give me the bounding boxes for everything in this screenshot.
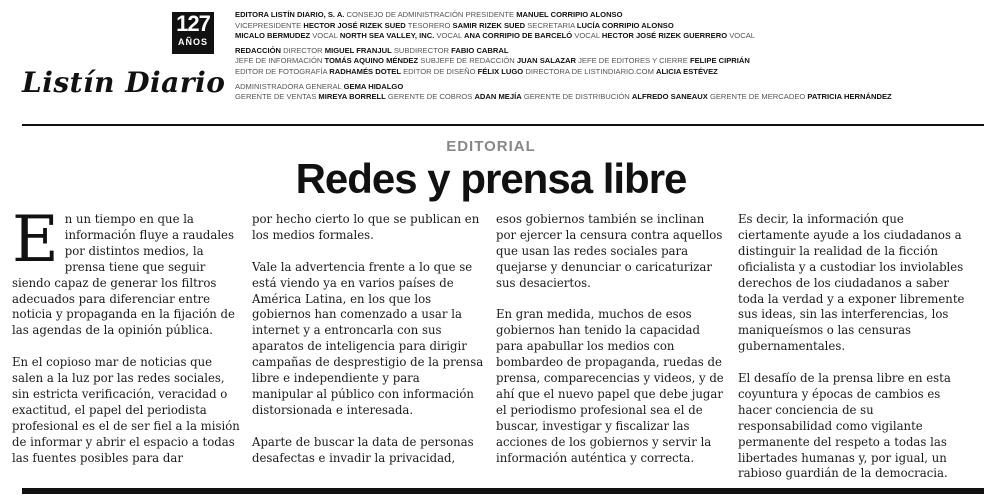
- article-paragraph: [12, 203, 244, 339]
- article-paragraph: En el copioso mar de noticias que salen a la luz por las redes sociales, sin estricta verificación, veracidad o exactitud, el papel del periodista profesional es el de ser fiel a la misión de informar y abrir el espacio a todas las fuentes posibles para dar: [12, 355, 240, 465]
- staff-name: ANA CORRIPIO DE BARCELÓ: [464, 31, 573, 41]
- staff-role: TESORERO: [407, 20, 451, 30]
- article-paragraph: En gran medida, muchos de esos gobiernos han tenido la capacidad para apabullar los medios con bombardeo de propaganda, ruedas de prensa, comparecencias y videos, y de ahí que el nuevo papel que debe jugar el periodismo profesional sea el de buscar, investigar y fiscalizar las acciones de los gobiernos y servir la información auténtica y correcta.: [496, 307, 724, 465]
- staff-line-8: [235, 92, 995, 103]
- staff-name: NORTH SEA VALLEY, INC.: [339, 31, 435, 41]
- anniversary-badge: [172, 12, 214, 54]
- drop-cap: E: [12, 203, 59, 277]
- staff-name: MIGUEL FRANJUL: [324, 45, 392, 55]
- staff-section: REDACCIÓN: [235, 45, 281, 55]
- staff-name: GEMA HIDALGO: [343, 81, 404, 91]
- staff-line-3: [235, 31, 995, 42]
- article-headline: Redes y prensa libre: [295, 155, 687, 202]
- staff-name: JUAN SALAZAR: [516, 56, 576, 66]
- staff-role: GERENTE DE DISTRIBUCIÓN: [523, 92, 630, 102]
- staff-role: VOCAL: [436, 31, 462, 41]
- article-column-2: [252, 212, 484, 466]
- article-column-1: [12, 203, 244, 466]
- staff-name: RADHAMÉS DOTEL: [329, 66, 401, 76]
- staff-role: DIRECTORA DE LISTINDIARIO.COM: [525, 66, 654, 76]
- article-paragraph: por hecho cierto lo que se publican en los medios formales.: [252, 212, 480, 242]
- article-paragraph: Aparte de buscar la data de personas desafectas e invadir la privacidad,: [252, 434, 474, 465]
- staff-role: GERENTE DE MERCADEO: [709, 92, 806, 102]
- staff-line-1: [235, 10, 995, 21]
- staff-name: PATRICIA HERNÁNDEZ: [807, 92, 892, 102]
- staff-company: EDITORA LISTÍN DIARIO, S. A.: [235, 10, 345, 19]
- article-paragraph: El desafío de la prensa libre en esta coyuntura y épocas de cambios es hacer conciencia de su responsabilidad como vigilante permanente del respeto a todas las libertades humanas y, por igual, un rabioso guardián de la democracia.: [738, 371, 951, 481]
- section-kicker: EDITORIAL: [446, 138, 536, 155]
- staff-name: FABIO CABRAL: [451, 45, 509, 55]
- anniversary-label: AÑOS: [177, 37, 208, 47]
- staff-line-6: [235, 67, 995, 78]
- article-paragraph: Es decir, la información que ciertamente ayude a los ciudadanos a distinguir la realidad de la ficción oficialista y a custodiar los inviolables derechos de los ciudadanos a saber toda la verdad y a exponer libremente sus ideas, sin las interferencias, los maniqueísmos o las censuras gubernamentales.: [738, 212, 965, 354]
- staff-box: [235, 10, 995, 103]
- staff-name: LUCÍA CORRIPIO ALONSO: [576, 20, 674, 30]
- article-column-3: [496, 212, 728, 466]
- staff-line-2: [235, 21, 995, 32]
- staff-role: VICEPRESIDENTE: [235, 20, 302, 30]
- staff-name: ALFREDO SANEAUX: [631, 92, 708, 102]
- article-column-4: [738, 212, 970, 482]
- staff-role: EDITOR DE FOTOGRAFÍA: [235, 66, 328, 76]
- article-paragraph: esos gobiernos también se inclinan por ejercer la censura contra aquellos que usan las redes sociales para quejarse y denunciar o caricaturizar sus desaciertos.: [496, 212, 723, 290]
- paragraph-text: n un tiempo en que la información fluye a raudales por distintos medios, la prensa tiene que seguir siendo capaz de generar los filtros adecuados para diferenciar entre noticia y propaganda en la fijación de las agendas de la opinión pública.: [12, 212, 235, 338]
- staff-role: VOCAL: [312, 31, 338, 41]
- anniversary-number: 127: [176, 11, 210, 36]
- staff-name: FELIPE CIPRIÁN: [689, 56, 750, 66]
- article-paragraph: Vale la advertencia frente a lo que se está viendo ya en varios países de América Latina, en los que los gobiernos han comenzado a usar la internet y a entroncarla con sus aparatos de inteligencia para dirigir campañas de desprestigio de la prensa libre e independiente y para manipular al público con información distorsionada e interesada.: [252, 259, 484, 417]
- staff-line-7: [235, 82, 995, 93]
- staff-role: EDITOR DE DISEÑO: [403, 66, 476, 76]
- staff-role: JEFE DE INFORMACIÓN: [235, 56, 323, 66]
- staff-role: CONSEJO DE ADMINISTRACIÓN: [346, 10, 464, 19]
- staff-role: VOCAL: [729, 31, 755, 41]
- section-divider: [22, 124, 984, 126]
- staff-name: SAMIR RIZEK SUED: [452, 20, 526, 30]
- staff-name: MICALO BERMUDEZ: [235, 31, 311, 41]
- staff-line-5: [235, 56, 995, 67]
- staff-role: ADMINISTRADORA GENERAL: [235, 81, 342, 91]
- staff-line-4: [235, 46, 995, 57]
- masthead: [0, 0, 1005, 118]
- staff-name: FÉLIX LUGO: [477, 66, 524, 76]
- staff-role: PRESIDENTE: [465, 10, 515, 19]
- staff-role: SUBDIRECTOR: [393, 45, 449, 55]
- staff-role: JEFE DE EDITORES Y CIERRE: [578, 56, 688, 66]
- bottom-rule: [22, 488, 984, 494]
- staff-role: SECRETARIA: [527, 20, 575, 30]
- newspaper-logo: Listín Diario: [22, 66, 226, 99]
- staff-name: ALICIA ESTÉVEZ: [656, 66, 718, 76]
- staff-role: VOCAL: [574, 31, 600, 41]
- staff-name: HECTOR JOSÉ RIZEK GUERRERO: [601, 31, 728, 41]
- staff-name: MANUEL CORRIPIO ALONSO: [516, 10, 623, 19]
- staff-name: MIREYA BORRELL: [318, 92, 386, 102]
- staff-role: GERENTE DE COBROS: [387, 92, 473, 102]
- staff-role: SUBJEFE DE REDACCIÓN: [420, 56, 515, 66]
- staff-name: TOMÁS AQUINO MÉNDEZ: [324, 56, 419, 66]
- staff-name: HECTOR JOSÉ RIZEK SUED: [303, 20, 406, 30]
- staff-role: GERENTE DE VENTAS: [235, 92, 317, 102]
- staff-name: ADAN MEJÍA: [474, 92, 522, 102]
- staff-role: DIRECTOR: [283, 45, 323, 55]
